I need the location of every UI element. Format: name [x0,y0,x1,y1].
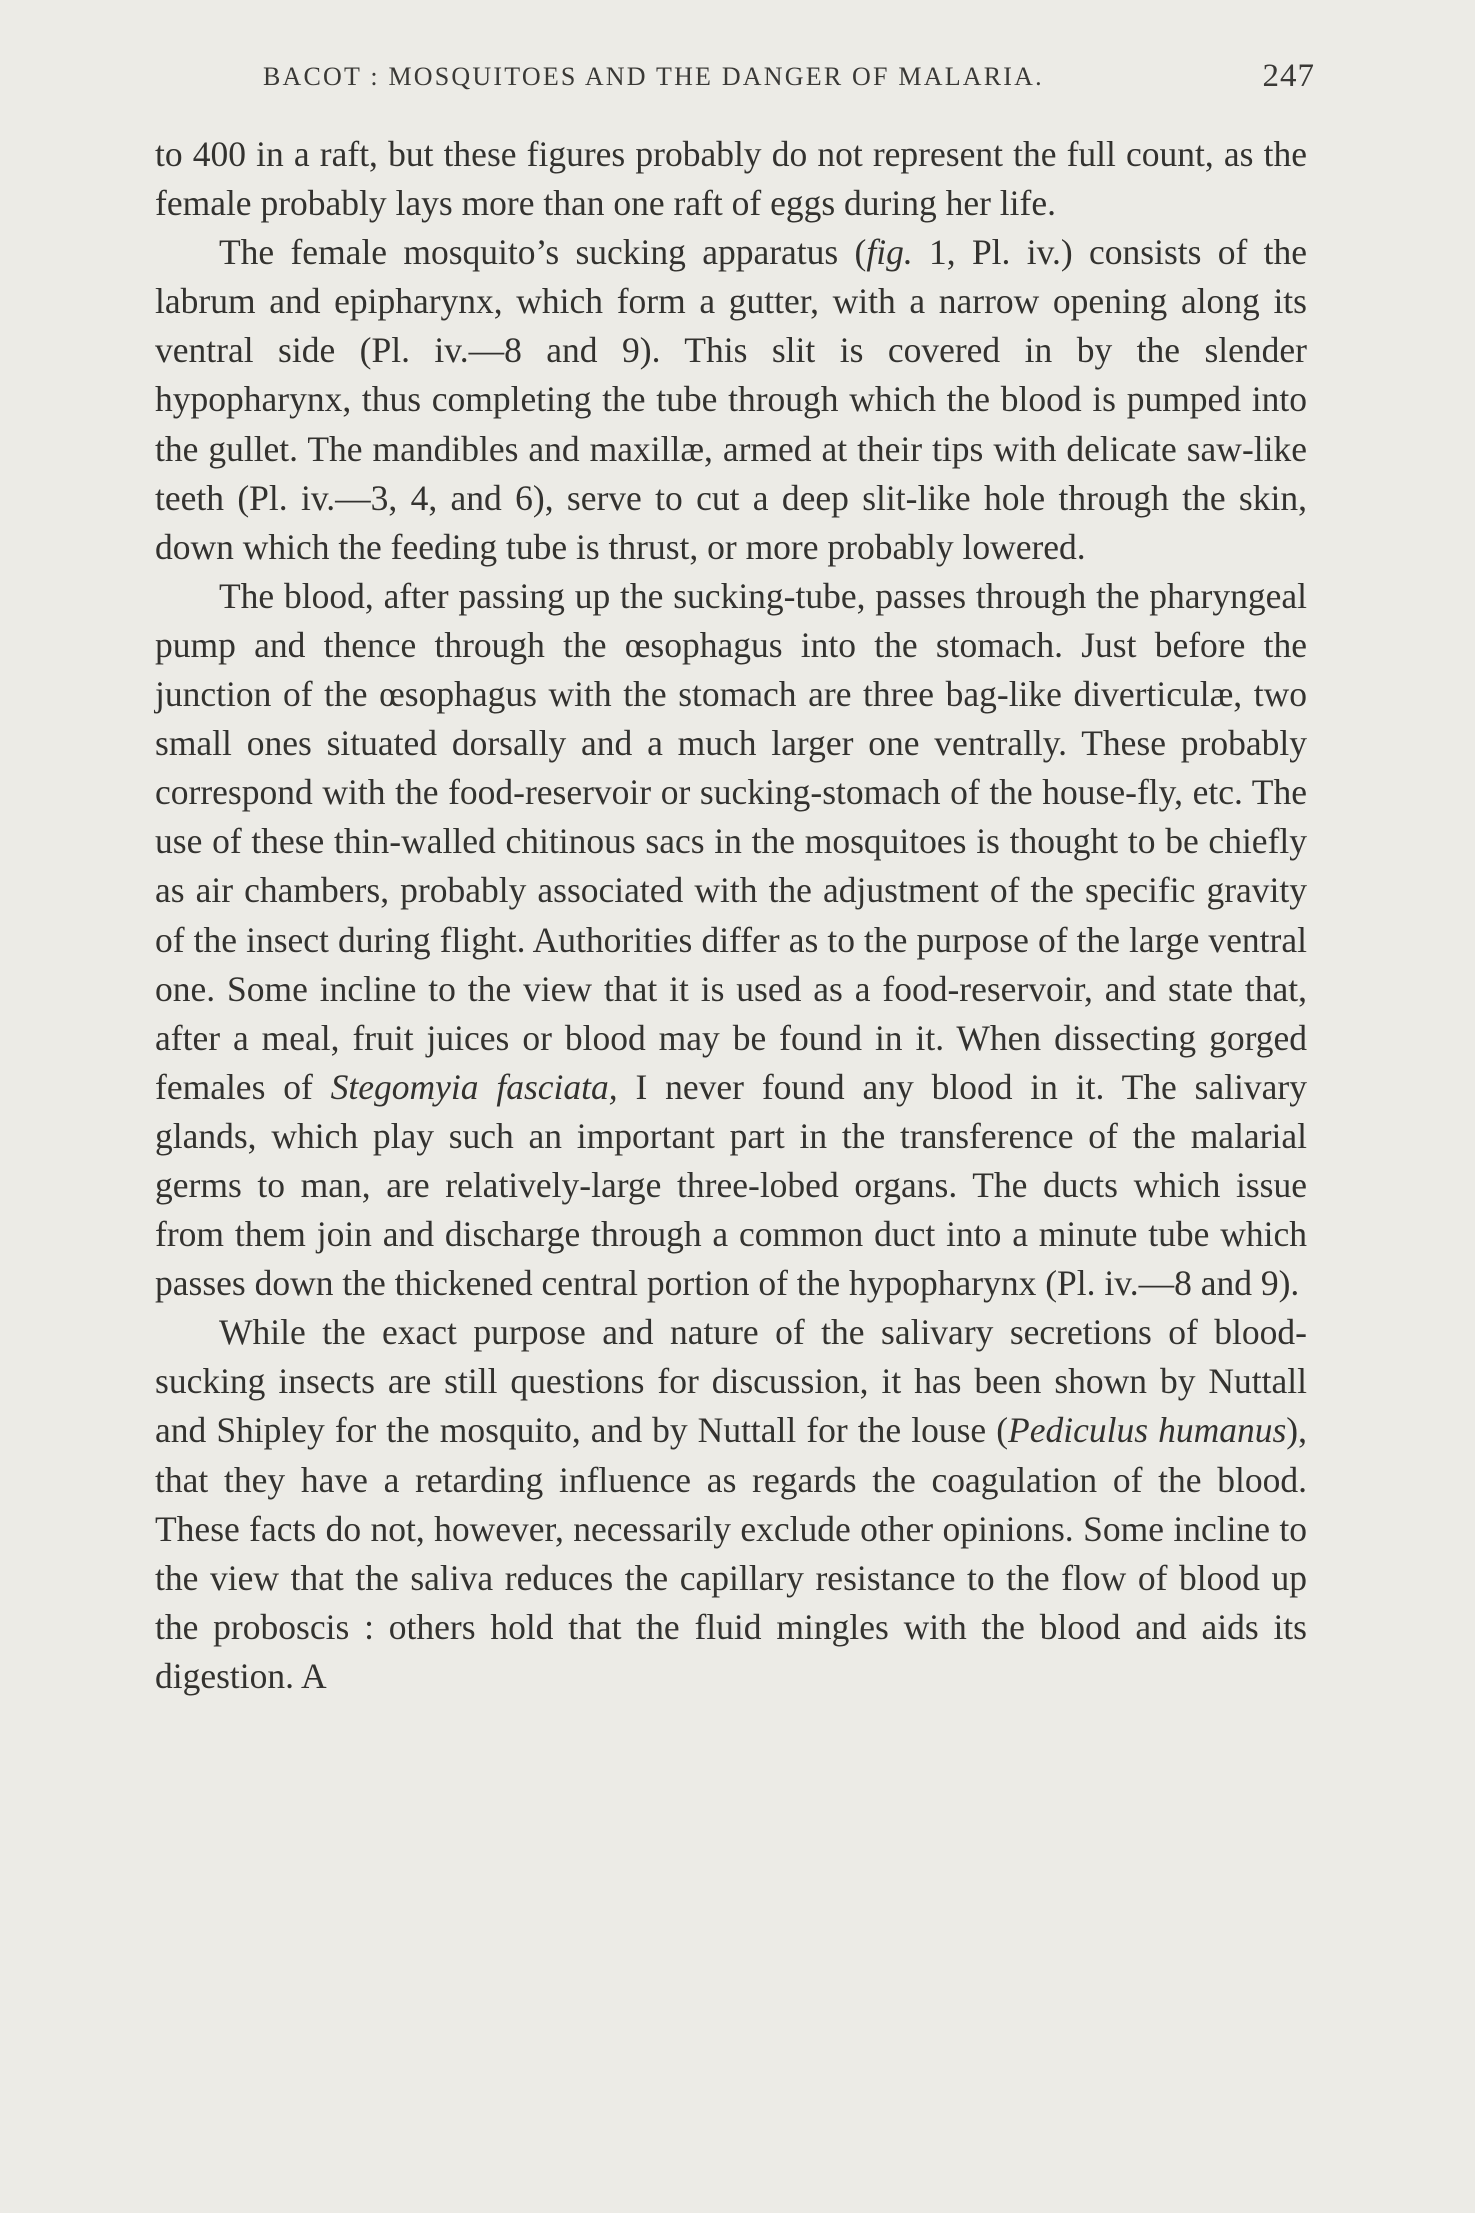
paragraph-salivary-secretions [155,1308,1307,1701]
page-number: 247 [1262,58,1315,94]
paragraph-continued [155,130,1307,228]
text-run: ), that they have a retarding influence as regards the coagulation of the blood. These facts do not, however, necessarily exclude other opinions. Some incline to the view that the saliva reduces the capillary resistance to the flow of blood up the proboscis : others hold that the fluid mingles with the blood and aids its digestion. A [155,1410,1307,1696]
text-run: While the exact purpose and nature of the salivary secretions of blood-sucking insects are still questions for discussion, it has been shown by Nuttall and Shipley for the mosquito, and by Nuttall for the louse ( [155,1312,1307,1451]
running-title: BACOT : MOSQUITOES AND THE DANGER OF MALARIA. [263,62,1044,91]
italic-run: Stegomyia fasciata, [330,1066,618,1107]
text-run: 1, Pl. iv.) consists of the labrum and epipharynx, which form a gutter, with a narrow opening along its ventral side (Pl. iv.—8 and 9). This slit is covered in by the slender hypopharynx, thus completing the tube through which the blood is pumped into the gullet. The mandibles and maxillæ, armed at their tips with delicate saw-like teeth (Pl. iv.—3, 4, and 6), serve to cut a deep slit-like hole through the skin, down which the feeding tube is thrust, or more probably lowered. [155,232,1307,567]
paragraph-sucking-apparatus [155,228,1307,572]
italic-run: fig. [866,232,913,273]
paragraph-blood-passage [155,572,1307,1308]
italic-run: Pediculus humanus [1008,1410,1287,1451]
text-run: I never found any blood in it. The salivary glands, which play such an important part in the transference of the malarial germs to man, are relatively-large three-lobed organs. The ducts which issue from them join and discharge through a common duct into a minute tube which passes down the thickened central portion of the hypopharynx (Pl. iv.—8 and 9). [155,1066,1307,1304]
text-run: The female mosquito’s sucking apparatus ( [219,232,867,273]
text-run: to 400 in a raft, but these figures probably do not represent the full count, as the female probably lays more than one raft of eggs during her life. [155,134,1307,224]
body-text [155,130,1307,1701]
text-run: The blood, after passing up the sucking-tube, passes through the pharyngeal pump and thence through the œsophagus into the stomach. Just before the junction of the œsophagus with the stomach are three bag-like diverticulæ, two small ones situated dorsally and a much larger one ventrally. These probably correspond with the food-reservoir or sucking-stomach of the house-fly, etc. The use of these thin-walled chitinous sacs in the mosquitoes is thought to be chiefly as air chambers, probably associated with the adjustment of the specific gravity of the insect during flight. Authorities differ as to the purpose of the large ventral one. Some incline to the view that it is used as a food-reservoir, and state that, after a meal, fruit juices or blood may be found in it. When dissecting gorged females of [155,575,1307,1107]
running-head [155,58,1315,108]
